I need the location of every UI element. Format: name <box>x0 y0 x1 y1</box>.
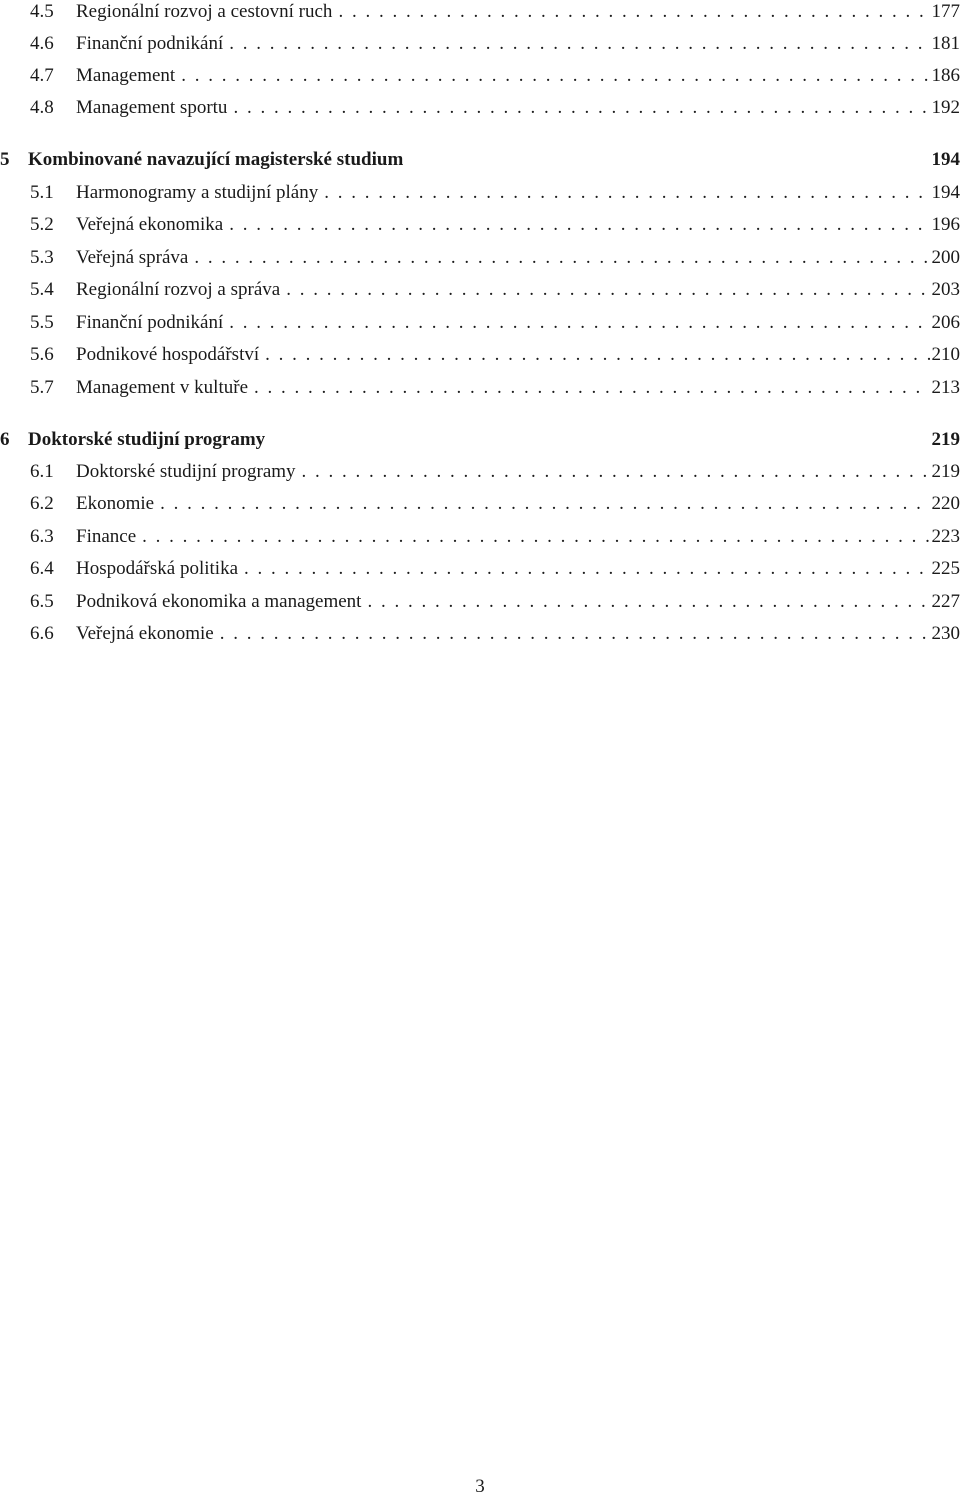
toc-chapter-page: 194 <box>931 149 960 170</box>
toc-entry-title: Regionální rozvoj a správa <box>76 279 281 300</box>
toc-entry-6-3[interactable] <box>30 525 960 549</box>
toc-entry-number: 4.6 <box>30 33 54 54</box>
toc-entry-page: 219 <box>931 461 960 482</box>
toc-entry-4-7[interactable] <box>30 64 960 88</box>
toc-entry-number: 5.6 <box>30 344 54 365</box>
toc-leader-dots <box>367 590 929 614</box>
toc-entry-number: 5.5 <box>30 312 54 333</box>
toc-entry-title: Management v kultuře <box>76 377 249 398</box>
toc-entry-page: 200 <box>931 247 960 268</box>
toc-entry-number: 6.5 <box>30 591 54 612</box>
toc-entry-page: 220 <box>931 493 960 514</box>
toc-entry-title: Finanční podnikání <box>76 312 224 333</box>
toc-entry-page: 186 <box>931 65 960 86</box>
toc-entry-number: 6.6 <box>30 623 54 644</box>
toc-entry-title: Harmonogramy a studijní plány <box>76 182 319 203</box>
toc-entry-4-6[interactable] <box>30 32 960 56</box>
toc-leader-dots <box>324 181 929 205</box>
toc-entry-6-5[interactable] <box>30 590 960 614</box>
toc-chapter-5[interactable] <box>0 148 960 172</box>
toc-entry-title: Finanční podnikání <box>76 33 224 54</box>
toc-leader-dots <box>286 278 929 302</box>
toc-entry-page: 177 <box>931 1 960 22</box>
toc-chapter-page: 219 <box>931 429 960 450</box>
toc-entry-page: 225 <box>931 558 960 579</box>
toc-entry-6-6[interactable] <box>30 622 960 646</box>
toc-entry-5-5[interactable] <box>30 311 960 335</box>
toc-entry-page: 203 <box>931 279 960 300</box>
toc-leader-dots <box>254 376 929 400</box>
toc-entry-number: 6.3 <box>30 526 54 547</box>
toc-entry-number: 6.2 <box>30 493 54 514</box>
toc-entry-5-3[interactable] <box>30 246 960 270</box>
toc-entry-4-5[interactable] <box>30 0 960 24</box>
toc-entry-5-2[interactable] <box>30 213 960 237</box>
toc-leader-dots <box>229 32 929 56</box>
toc-entry-5-4[interactable] <box>30 278 960 302</box>
toc-leader-dots <box>220 622 930 646</box>
toc-entry-page: 181 <box>931 33 960 54</box>
toc-leader-dots <box>233 96 929 120</box>
toc-entry-title: Finance <box>76 526 137 547</box>
toc-chapter-number: 5 <box>0 149 10 170</box>
toc-entry-number: 4.7 <box>30 65 54 86</box>
toc-entry-title: Veřejná ekonomika <box>76 214 224 235</box>
toc-leader-dots <box>229 311 929 335</box>
toc-leader-dots <box>142 525 929 549</box>
toc-leader-dots <box>302 460 930 484</box>
toc-entry-title: Management <box>76 65 176 86</box>
toc-chapter-number: 6 <box>0 429 10 450</box>
toc-leader-dots <box>160 492 929 516</box>
toc-entry-title: Regionální rozvoj a cestovní ruch <box>76 1 333 22</box>
toc-chapter-title: Kombinované navazující magisterské studium <box>28 149 404 170</box>
page-number: 3 <box>475 1476 485 1497</box>
toc-entry-title: Management sportu <box>76 97 228 118</box>
toc-chapter-6[interactable] <box>0 428 960 452</box>
toc-entry-number: 5.1 <box>30 182 54 203</box>
toc-entry-number: 5.7 <box>30 377 54 398</box>
toc-entry-4-8[interactable] <box>30 96 960 120</box>
toc-entry-title: Veřejná správa <box>76 247 189 268</box>
toc-entry-number: 6.4 <box>30 558 54 579</box>
toc-entry-5-1[interactable] <box>30 181 960 205</box>
toc-entry-number: 5.3 <box>30 247 54 268</box>
toc-leader-dots <box>181 64 929 88</box>
toc-entry-6-4[interactable] <box>30 557 960 581</box>
toc-entry-page: 194 <box>931 182 960 203</box>
toc-entry-page: 192 <box>931 97 960 118</box>
toc-entry-page: 196 <box>931 214 960 235</box>
toc-chapter-title: Doktorské studijní programy <box>28 429 266 450</box>
toc-entry-6-2[interactable] <box>30 492 960 516</box>
toc-entry-title: Hospodářská politika <box>76 558 239 579</box>
toc-entry-6-1[interactable] <box>30 460 960 484</box>
toc-entry-page: 210 <box>931 344 960 365</box>
toc-entry-title: Veřejná ekonomie <box>76 623 214 644</box>
toc-leader-dots <box>244 557 929 581</box>
toc-entry-title: Ekonomie <box>76 493 155 514</box>
toc-leader-dots <box>265 343 929 367</box>
toc-entry-number: 6.1 <box>30 461 54 482</box>
toc-leader-dots <box>338 0 929 24</box>
toc-leader-dots <box>229 213 929 237</box>
toc-entry-title: Podnikové hospodářství <box>76 344 260 365</box>
toc-entry-number: 4.5 <box>30 1 54 22</box>
toc-entry-5-7[interactable] <box>30 376 960 400</box>
toc-entry-number: 5.2 <box>30 214 54 235</box>
toc-entry-page: 227 <box>931 591 960 612</box>
toc-entry-title: Podniková ekonomika a management <box>76 591 362 612</box>
toc-entry-page: 213 <box>931 377 960 398</box>
toc-entry-page: 206 <box>931 312 960 333</box>
toc-entry-5-6[interactable] <box>30 343 960 367</box>
toc-entry-page: 230 <box>931 623 960 644</box>
toc-leader-dots <box>194 246 929 270</box>
toc-entry-title: Doktorské studijní programy <box>76 461 296 482</box>
toc-entry-page: 223 <box>931 526 960 547</box>
toc-entry-number: 5.4 <box>30 279 54 300</box>
toc-entry-number: 4.8 <box>30 97 54 118</box>
